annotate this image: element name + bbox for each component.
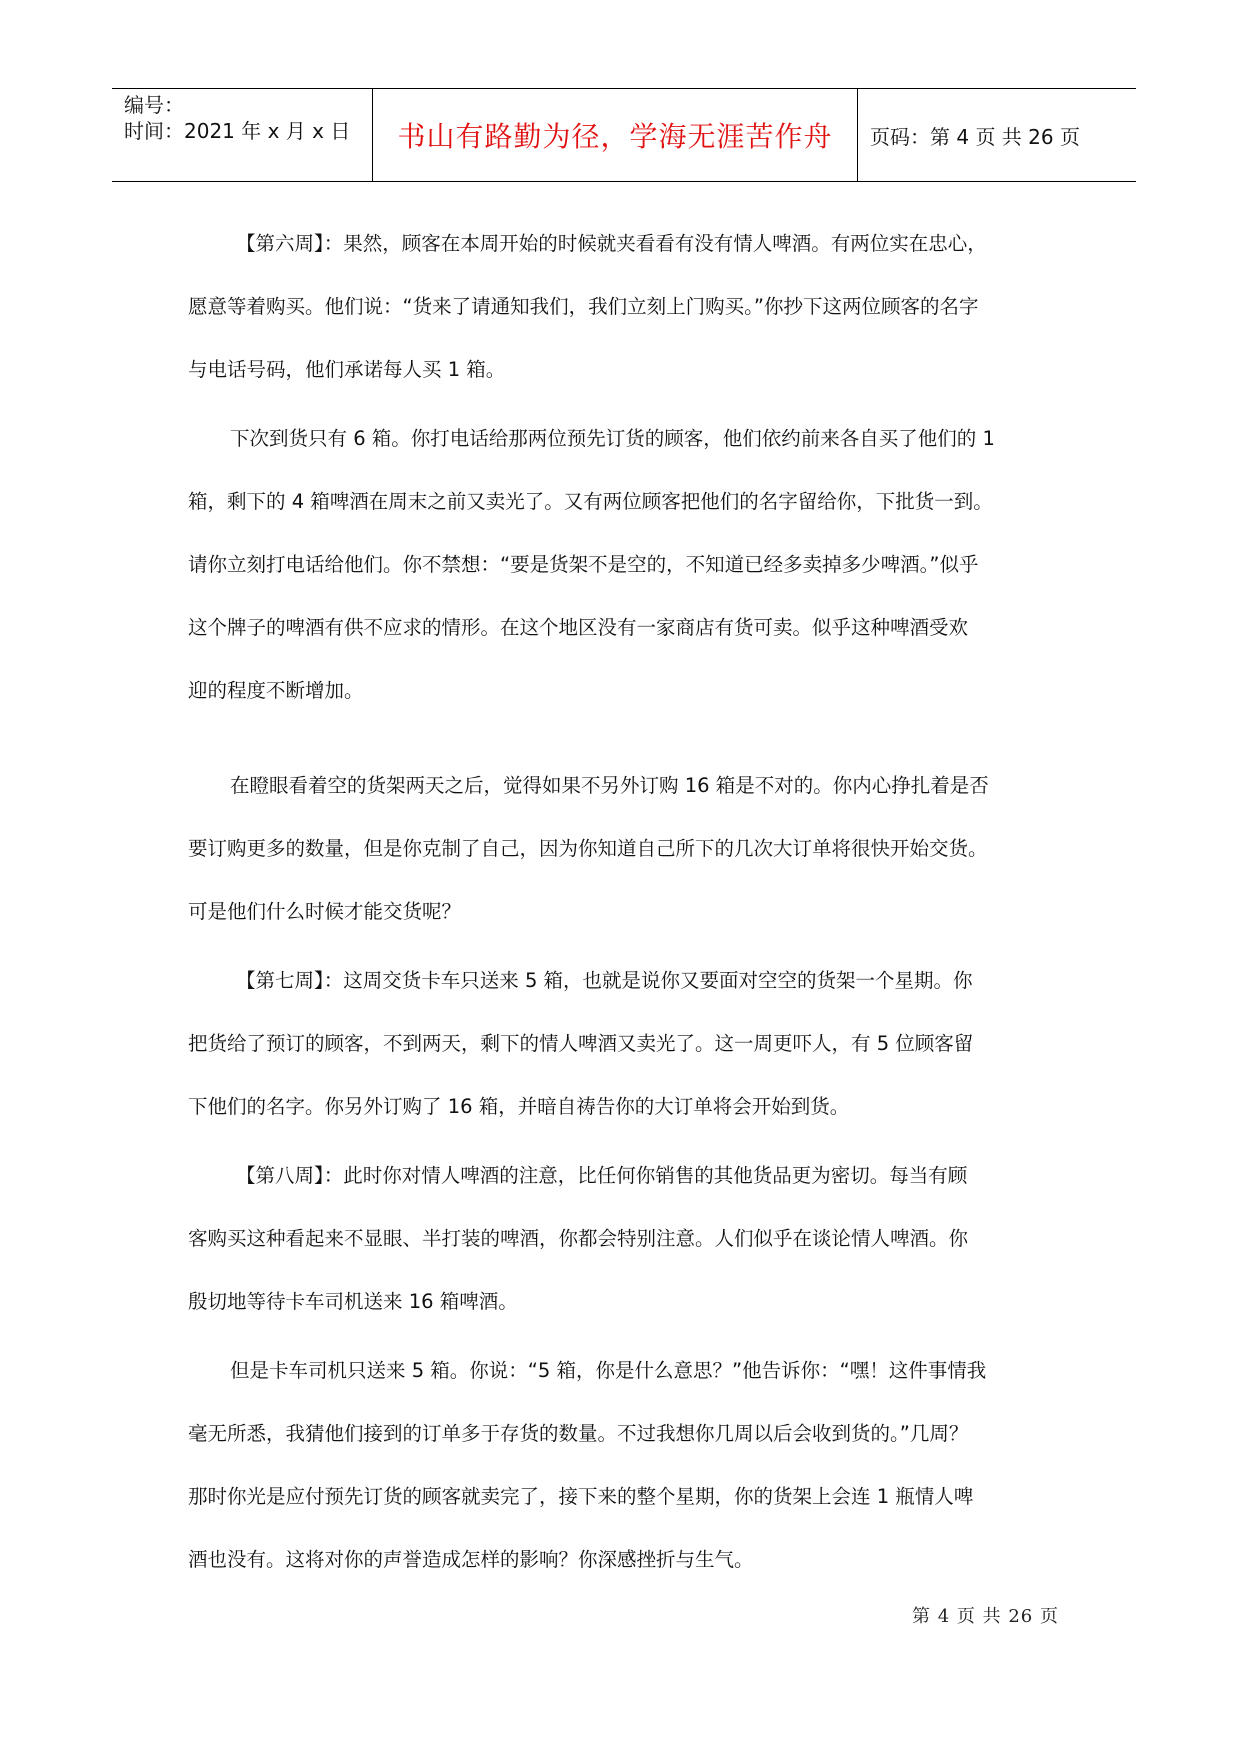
text-line: 在瞪眼看着空的货架两天之后，觉得如果不另外订购 16 箱是不对的。你内心挣扎着是否 xyxy=(230,774,989,797)
page-info: 页码：第 4 页 共 26 页 xyxy=(870,124,1080,149)
number-label: 编号： xyxy=(124,93,184,117)
motto-cell xyxy=(372,89,858,181)
text-line: 愿意等着购买。他们说：“货来了请通知我们，我们立刻上门购买。”你抄下这两位顾客的名字 xyxy=(188,295,979,318)
text-line: 下他们的名字。你另外订购了 16 箱，并暗自祷告你的大订单将会开始到货。 xyxy=(188,1095,850,1118)
text-line: 殷切地等待卡车司机送来 16 箱啤酒。 xyxy=(188,1290,518,1313)
text-line: 请你立刻打电话给他们。你不禁想：“要是货架不是空的，不知道已经多卖掉多少啤酒。”似乎 xyxy=(188,553,979,576)
text-line: 这个牌子的啤酒有供不应求的情形。在这个地区没有一家商店有货可卖。似乎这种啤酒受欢 xyxy=(188,616,969,639)
document-header xyxy=(112,88,1136,182)
text-line: 毫无所悉，我猜他们接到的订单多于存货的数量。不过我想你几周以后会收到货的。”几周？ xyxy=(188,1422,969,1445)
text-line: 那时你光是应付预先订货的顾客就卖完了，接下来的整个星期，你的货架上会连 1 瓶情人啤 xyxy=(188,1485,974,1508)
text-line: 下次到货只有 6 箱。你打电话给那两位预先订货的顾客，他们依约前来各自买了他们的 1 xyxy=(230,427,995,450)
text-line: 【第八周】：此时你对情人啤酒的注意，比任何你销售的其他货品更为密切。每当有顾 xyxy=(236,1164,968,1187)
header-meta-cell xyxy=(112,89,372,181)
text-line: 客购买这种看起来不显眼、半打装的啤酒，你都会特别注意。人们似乎在谈论情人啤酒。你 xyxy=(188,1227,969,1250)
text-line: 迎的程度不断增加。 xyxy=(188,679,364,702)
time-label: 时间：2021 年 x 月 x 日 xyxy=(124,119,351,143)
text-line: 酒也没有。这将对你的声誉造成怎样的影响？你深感挫折与生气。 xyxy=(188,1548,754,1571)
motto-text: 书山有路勤为径，学海无涯苦作舟 xyxy=(397,120,833,153)
page-footer: 第 4 页 共 26 页 xyxy=(912,1606,1059,1627)
text-line: 【第七周】：这周交货卡车只送来 5 箱，也就是说你又要面对空空的货架一个星期。你 xyxy=(236,969,973,992)
text-line: 把货给了预订的顾客，不到两天，剩下的情人啤酒又卖光了。这一周更吓人，有 5 位顾客留 xyxy=(188,1032,974,1055)
text-line: 可是他们什么时候才能交货呢？ xyxy=(188,900,462,923)
text-line: 箱，剩下的 4 箱啤酒在周末之前又卖光了。又有两位顾客把他们的名字留给你，下批货一到。 xyxy=(188,490,993,513)
text-line: 与电话号码，他们承诺每人买 1 箱。 xyxy=(188,358,506,381)
page-info-cell xyxy=(858,89,1136,181)
text-line: 但是卡车司机只送来 5 箱。你说：“5 箱，你是什么意思？”他告诉你：“嘿！这件事情我 xyxy=(230,1359,987,1382)
text-line: 【第六周】：果然，顾客在本周开始的时候就夹看看有没有情人啤酒。有两位实在忠心， xyxy=(236,232,987,255)
text-line: 要订购更多的数量，但是你克制了自己，因为你知道自己所下的几次大订单将很快开始交货。 xyxy=(188,837,988,860)
